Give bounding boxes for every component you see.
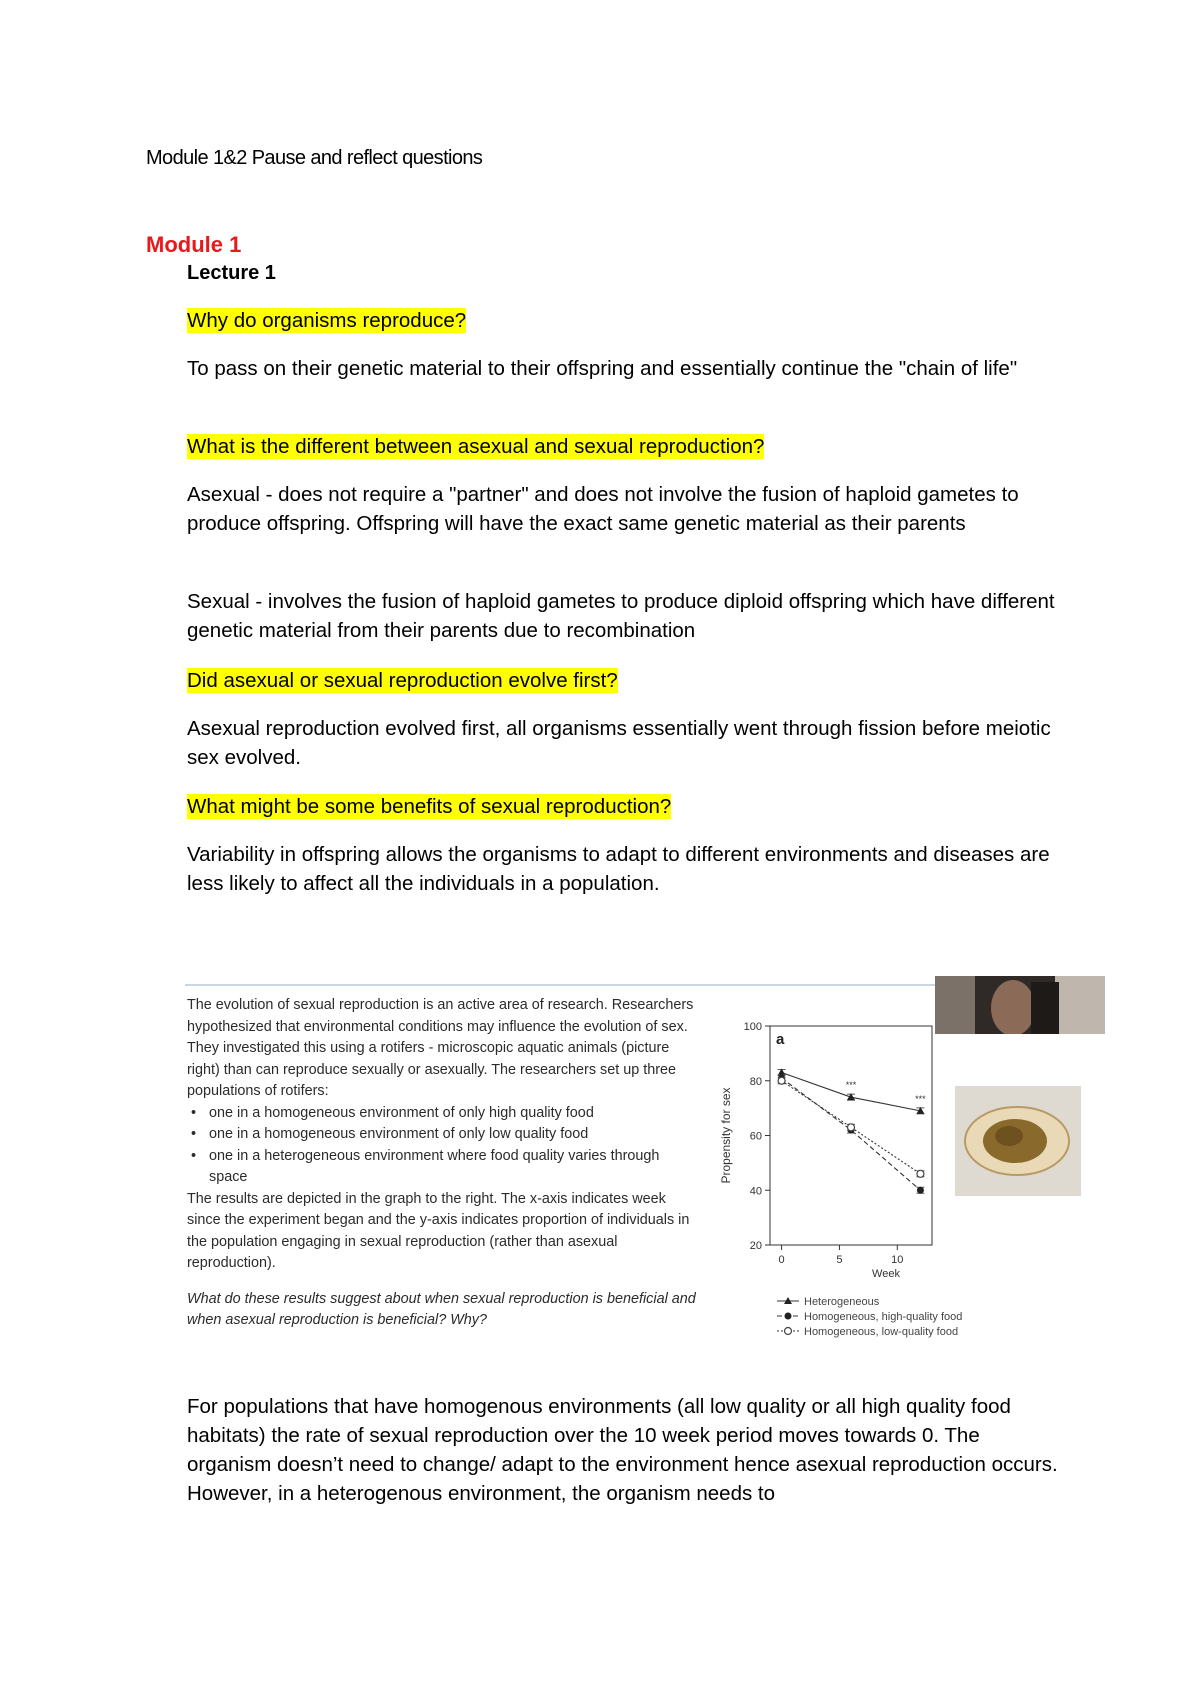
lecture-heading: Lecture 1 — [187, 262, 276, 284]
data-point — [778, 1077, 785, 1084]
answer-2-sexual: Sexual - involves the fusion of haploid gametes to produce diploid offspring which have different genetic material from their parents due to recombination — [187, 590, 1055, 642]
x-axis-label: Week — [872, 1268, 900, 1280]
question-1 — [187, 306, 1067, 335]
slide-bullet: • one in a heterogeneous environment where food quality varies through space — [209, 1146, 697, 1189]
y-tick-label: 100 — [743, 1021, 762, 1033]
answer-3: Asexual reproduction evolved first, all organisms essentially went through fission before meiotic sex evolved. — [187, 717, 1051, 769]
series-open-circle — [778, 1077, 925, 1177]
slide-bullet-list — [187, 1103, 697, 1189]
question-3 — [187, 666, 1067, 695]
legend-marker — [785, 1313, 792, 1320]
slide-intro: The evolution of sexual reproduction is an active area of research. Researchers hypothesized that environmental conditions may influence the evolution of sex. They investigated this using a rotifers - microscopic aquatic animals (picture right) than can reproduce sexually or asexually. The researchers set up three populations of rotifers: — [187, 997, 694, 1099]
answer-4: Variability in offspring allows the organisms to adapt to different environments and diseases are less likely to affect all the individuals in a population. — [187, 843, 1050, 895]
legend-label: Homogeneous, high-quality food — [804, 1311, 963, 1323]
x-tick-label: 10 — [891, 1254, 904, 1266]
slide-bullet: • one in a homogeneous environment of only high quality food — [209, 1103, 697, 1125]
question-2 — [187, 432, 1067, 461]
slide-text — [187, 995, 697, 1332]
y-tick-label: 60 — [749, 1130, 762, 1143]
y-tick-label: 80 — [749, 1075, 762, 1088]
answer-2-asexual: Asexual - does not require a "partner" and does not involve the fusion of haploid gametes to produce offspring. Offspring will have the exact same genetic material as their parents — [187, 483, 1019, 535]
data-point — [917, 1170, 924, 1177]
x-tick-label: 5 — [836, 1254, 843, 1266]
y-axis-label: Propensity for sex — [719, 1087, 733, 1184]
legend-item — [777, 1311, 962, 1323]
conclusion-answer: For populations that have homogenous environments (all low quality or all high quality food habitats) the rate of sexual reproduction over the 10 week period moves towards 0. The organism doesn’t need to change/ adapt to the environment hence asexual reproduction occurs. However, in a heterogenous environment, the organism needs to — [187, 1395, 1058, 1505]
legend-item — [777, 1326, 958, 1338]
propensity-for-sex-chart — [700, 1010, 1000, 1355]
module-heading: Module 1 — [146, 232, 242, 257]
series-triangle — [778, 1069, 927, 1114]
document-title: Module 1&2 Pause and reflect questions — [146, 147, 483, 169]
plot-frame — [770, 1026, 932, 1245]
significance-label: *** — [845, 1080, 857, 1091]
x-tick-label: 0 — [778, 1254, 785, 1266]
question-highlight: What might be some benefits of sexual reproduction? — [187, 795, 672, 818]
legend-item — [777, 1296, 880, 1308]
legend-label: Heterogeneous — [804, 1296, 880, 1308]
answer-1: To pass on their genetic material to their offspring and essentially continue the "chain of life" — [187, 357, 1018, 380]
data-point — [848, 1124, 855, 1131]
question-4 — [187, 792, 1067, 821]
slide-bullet: • one in a homogeneous environment of only low quality food — [209, 1124, 697, 1146]
y-tick-label: 20 — [749, 1240, 762, 1252]
legend-marker — [785, 1328, 792, 1335]
slide-question: What do these results suggest about when sexual reproduction is beneficial and when asexual reproduction is beneficial? Why? — [187, 1290, 696, 1328]
legend-label: Homogeneous, low-quality food — [804, 1326, 959, 1338]
question-highlight: What is the different between asexual and sexual reproduction? — [187, 435, 765, 458]
slide-results-text: The results are depicted in the graph to the right. The x-axis indicates week since the experiment began and the y-axis indicates proportion of individuals in the population engaging in sexual reproduction (rather than asexual reproduction). — [187, 1190, 690, 1271]
question-highlight: Why do organisms reproduce? — [187, 309, 467, 332]
question-highlight: Did asexual or sexual reproduction evolve first? — [187, 669, 618, 692]
series-line — [782, 1073, 921, 1111]
y-tick-label: 40 — [749, 1185, 762, 1198]
panel-label: a — [776, 1031, 785, 1048]
significance-label: *** — [915, 1093, 926, 1104]
data-point — [917, 1187, 924, 1194]
